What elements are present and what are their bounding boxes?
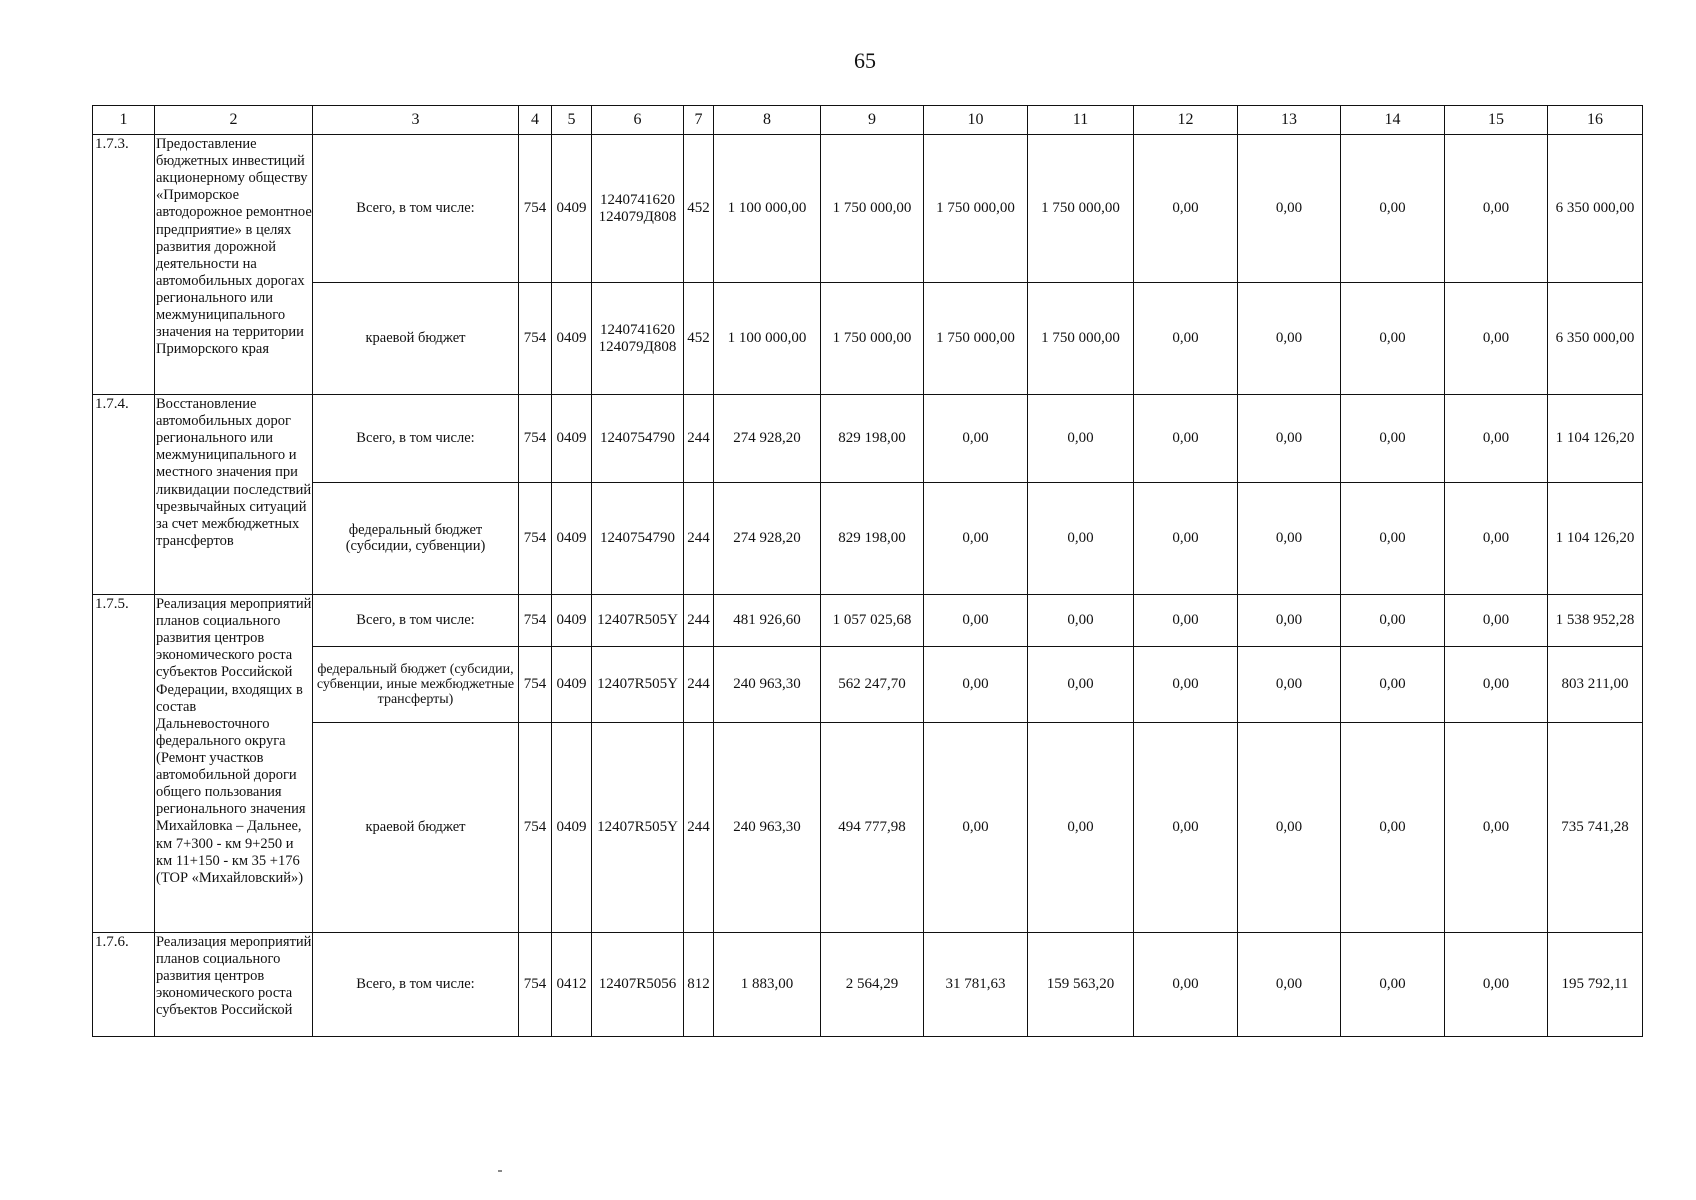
item-number: 1.7.4. [93,395,155,595]
cell-c14: 0,00 [1341,283,1445,395]
cell-c4: 754 [519,647,552,723]
column-header: 15 [1445,106,1548,135]
cell-c7: 244 [684,395,714,483]
cell-c11: 1 750 000,00 [1028,283,1134,395]
budget-table [92,105,1643,1037]
table-row [93,135,1643,283]
column-header: 12 [1134,106,1238,135]
cell-c9: 494 777,98 [821,723,924,933]
header-row [93,106,1643,135]
cell-c10: 0,00 [924,483,1028,595]
cell-c11: 0,00 [1028,483,1134,595]
cell-c6: 12407R505Y [592,647,684,723]
item-description: Реализация мероприятий планов социального развития центров экономического роста субъектов Российской [155,933,313,1037]
column-header: 4 [519,106,552,135]
cell-c9: 829 198,00 [821,395,924,483]
cell-c16: 803 211,00 [1548,647,1643,723]
cell-c15: 0,00 [1445,933,1548,1037]
cell-c16: 6 350 000,00 [1548,135,1643,283]
cell-c13: 0,00 [1238,135,1341,283]
table-row [93,723,1643,933]
funding-source: федеральный бюджет (субсидии, субвенции) [313,483,519,595]
column-header: 2 [155,106,313,135]
cell-c6: 1240754790 [592,395,684,483]
page-number: 65 [854,48,876,73]
cell-c15: 0,00 [1445,595,1548,647]
item-number: 1.7.5. [93,595,155,933]
cell-c7: 244 [684,595,714,647]
cell-c8: 240 963,30 [714,647,821,723]
cell-c5: 0409 [552,595,592,647]
scan-artifact [498,1170,502,1172]
funding-source: Всего, в том числе: [313,595,519,647]
cell-c15: 0,00 [1445,283,1548,395]
cell-c9: 2 564,29 [821,933,924,1037]
funding-source: Всего, в том числе: [313,135,519,283]
cell-c12: 0,00 [1134,395,1238,483]
cell-c14: 0,00 [1341,395,1445,483]
table-row [93,283,1643,395]
cell-c11: 0,00 [1028,647,1134,723]
column-header: 8 [714,106,821,135]
cell-c16: 1 538 952,28 [1548,595,1643,647]
funding-source: федеральный бюджет (субсидии, субвенции, иные межбюджетные трансферты) [313,647,519,723]
cell-c9: 829 198,00 [821,483,924,595]
cell-c8: 1 100 000,00 [714,283,821,395]
code-line: 124079Д808 [598,338,677,355]
item-description: Восстановление автомобильных дорог регионального или межмуниципального и местного значения при ликвидации последствий чрезвычайных ситуаций за счет межбюджетных трансфертов [155,395,313,595]
cell-c13: 0,00 [1238,723,1341,933]
cell-c8: 1 883,00 [714,933,821,1037]
cell-c15: 0,00 [1445,395,1548,483]
cell-c4: 754 [519,933,552,1037]
item-number: 1.7.6. [93,933,155,1037]
column-header: 11 [1028,106,1134,135]
cell-c6: 12407R505Y [592,723,684,933]
cell-c11: 1 750 000,00 [1028,135,1134,283]
cell-c11: 159 563,20 [1028,933,1134,1037]
cell-c7: 812 [684,933,714,1037]
cell-c7: 452 [684,135,714,283]
cell-c10: 31 781,63 [924,933,1028,1037]
column-header: 3 [313,106,519,135]
cell-c9: 1 750 000,00 [821,135,924,283]
cell-c13: 0,00 [1238,395,1341,483]
funding-source: краевой бюджет [313,283,519,395]
cell-c4: 754 [519,395,552,483]
table-row [93,647,1643,723]
cell-c16: 195 792,11 [1548,933,1643,1037]
code-line: 1240741620 [600,192,675,209]
table-row [93,595,1643,647]
cell-c15: 0,00 [1445,723,1548,933]
cell-c9: 1 750 000,00 [821,283,924,395]
cell-c8: 274 928,20 [714,395,821,483]
cell-c16: 6 350 000,00 [1548,283,1643,395]
funding-source: Всего, в том числе: [313,395,519,483]
cell-c9: 562 247,70 [821,647,924,723]
table-row [93,933,1643,1037]
funding-source: краевой бюджет [313,723,519,933]
cell-c10: 0,00 [924,723,1028,933]
cell-c14: 0,00 [1341,933,1445,1037]
cell-c14: 0,00 [1341,647,1445,723]
cell-c7: 244 [684,647,714,723]
cell-c6: 1240754790 [592,483,684,595]
cell-c13: 0,00 [1238,647,1341,723]
cell-c12: 0,00 [1134,283,1238,395]
cell-c10: 1 750 000,00 [924,135,1028,283]
cell-c5: 0409 [552,723,592,933]
cell-c13: 0,00 [1238,283,1341,395]
cell-c10: 0,00 [924,395,1028,483]
cell-c5: 0409 [552,283,592,395]
cell-c5: 0409 [552,395,592,483]
cell-c10: 1 750 000,00 [924,283,1028,395]
cell-c4: 754 [519,283,552,395]
column-header: 10 [924,106,1028,135]
cell-c14: 0,00 [1341,723,1445,933]
cell-c12: 0,00 [1134,723,1238,933]
code-line: 124079Д808 [598,208,677,225]
column-header: 9 [821,106,924,135]
cell-c11: 0,00 [1028,595,1134,647]
item-description: Предоставление бюджетных инвестиций акционерному обществу «Приморское автодорожное ремонтное предприятие» в целях развития дорожной деятельности на автомобильных дорогах регионального или межмуниципального значения на территории Приморского края [155,135,313,395]
cell-c10: 0,00 [924,595,1028,647]
cell-c13: 0,00 [1238,933,1341,1037]
cell-c15: 0,00 [1445,135,1548,283]
code-line: 1240741620 [600,322,675,339]
cell-c12: 0,00 [1134,933,1238,1037]
cell-c6 [592,283,684,395]
cell-c8: 481 926,60 [714,595,821,647]
column-header: 7 [684,106,714,135]
cell-c8: 240 963,30 [714,723,821,933]
cell-c5: 0409 [552,647,592,723]
cell-c12: 0,00 [1134,647,1238,723]
column-header: 16 [1548,106,1643,135]
cell-c5: 0409 [552,483,592,595]
cell-c6: 12407R5056 [592,933,684,1037]
cell-c11: 0,00 [1028,723,1134,933]
cell-c7: 244 [684,723,714,933]
cell-c4: 754 [519,595,552,647]
column-header: 13 [1238,106,1341,135]
cell-c11: 0,00 [1028,395,1134,483]
column-header: 5 [552,106,592,135]
cell-c14: 0,00 [1341,595,1445,647]
cell-c4: 754 [519,723,552,933]
cell-c6 [592,135,684,283]
column-header: 1 [93,106,155,135]
cell-c5: 0412 [552,933,592,1037]
cell-c7: 452 [684,283,714,395]
cell-c16: 1 104 126,20 [1548,483,1643,595]
column-header: 14 [1341,106,1445,135]
cell-c12: 0,00 [1134,135,1238,283]
cell-c13: 0,00 [1238,595,1341,647]
cell-c8: 1 100 000,00 [714,135,821,283]
cell-c12: 0,00 [1134,595,1238,647]
cell-c14: 0,00 [1341,483,1445,595]
cell-c16: 735 741,28 [1548,723,1643,933]
cell-c8: 274 928,20 [714,483,821,595]
cell-c15: 0,00 [1445,647,1548,723]
cell-c16: 1 104 126,20 [1548,395,1643,483]
cell-c4: 754 [519,483,552,595]
column-header: 6 [592,106,684,135]
cell-c10: 0,00 [924,647,1028,723]
cell-c5: 0409 [552,135,592,283]
cell-c4: 754 [519,135,552,283]
cell-c6: 12407R505Y [592,595,684,647]
cell-c12: 0,00 [1134,483,1238,595]
item-number: 1.7.3. [93,135,155,395]
cell-c7: 244 [684,483,714,595]
cell-c14: 0,00 [1341,135,1445,283]
cell-c15: 0,00 [1445,483,1548,595]
item-description: Реализация мероприятий планов социального развития центров экономического роста субъектов Российской Федерации, входящих в состав Дальневосточного федерального округа (Ремонт участков автомобильной дороги общего пользования регионального значения Михайловка – Дальнее, км 7+300 - км 9+250 и км 11+150 - км 35 +176 (ТОР «Михайловский») [155,595,313,933]
cell-c13: 0,00 [1238,483,1341,595]
funding-source: Всего, в том числе: [313,933,519,1037]
table-row [93,395,1643,483]
table-row [93,483,1643,595]
cell-c9: 1 057 025,68 [821,595,924,647]
